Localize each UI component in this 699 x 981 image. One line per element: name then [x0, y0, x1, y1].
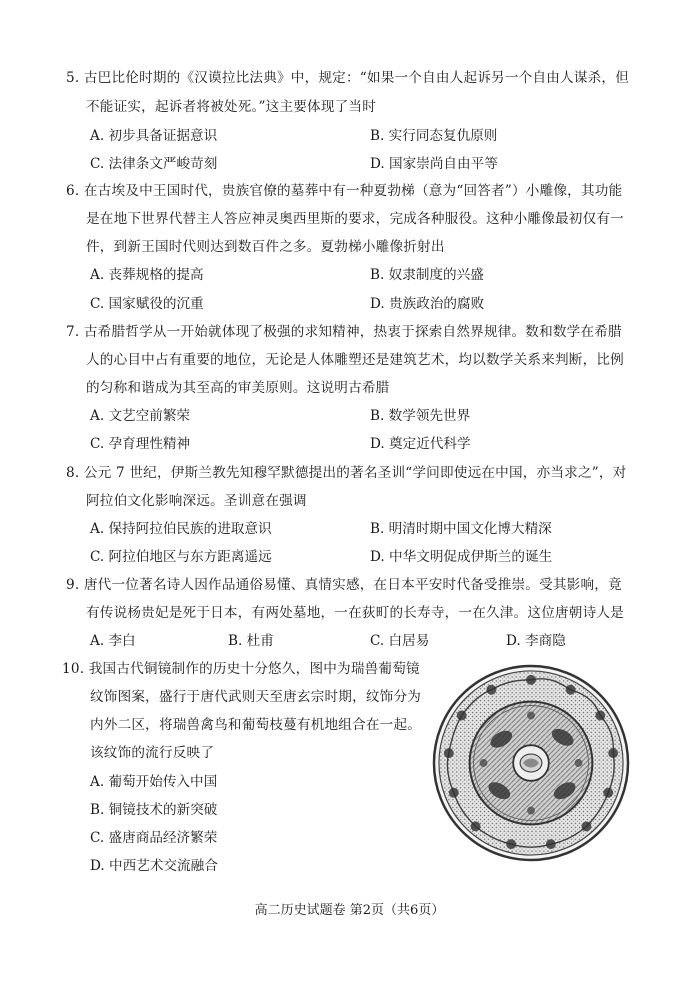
- q9-option-a: A. 李白: [90, 633, 136, 649]
- q8-line1: 8. 公元 7 世纪，伊斯兰教先知穆罕默德提出的著名圣训“学问即使远在中国，亦当求之”，对: [66, 465, 627, 481]
- q9-option-b: B. 杜甫: [228, 633, 274, 649]
- q9-option-c: C. 白居易: [370, 633, 430, 649]
- q9-line1: 9. 唐代一位著名诗人因作品通俗易懂、真情实感，在日本平安时代备受推崇。受其影响，竟: [66, 577, 622, 593]
- q10-option-d: D. 中西艺术交流融合: [90, 858, 218, 874]
- q10-option-b: B. 铜镜技术的新突破: [90, 802, 218, 818]
- q5-line2: 不能证实，起诉者将被处死。”这主要体现了当时: [86, 99, 377, 115]
- q8-option-d: D. 中华文明促成伊斯兰的诞生: [370, 549, 553, 565]
- q10-line4: 该纹饰的流行反映了: [90, 745, 215, 761]
- q10-line1: 10. 我国古代铜镜制作的历史十分悠久，图中为瑞兽葡萄镜: [62, 661, 420, 677]
- q7-option-a: A. 文艺空前繁荣: [90, 408, 191, 424]
- q9-line2: 有传说杨贵妃是死于日本，有两处墓地，一在荻町的长寿寺，一在久津。这位唐朝诗人是: [86, 605, 624, 621]
- q8-option-b: B. 明清时期中国文化博大精深: [370, 521, 552, 537]
- q9-option-d: D. 李商隐: [506, 633, 566, 649]
- q10-option-a: A. 葡萄开始传入中国: [90, 774, 218, 790]
- q5-line1: 5. 古巴比伦时期的《汉谟拉比法典》中，规定：“如果一个自由人起诉另一个自由人谋杀，但: [66, 70, 629, 86]
- page-footer: 高二历史试题卷 第2页（共6页）: [254, 903, 445, 918]
- q6-option-b: B. 奴隶制度的兴盛: [370, 267, 484, 283]
- q6-option-d: D. 贵族政治的腐败: [370, 296, 485, 312]
- q7-line3: 的匀称和谐成为其至高的审美原则。这说明古希腊: [86, 380, 390, 396]
- q5-option-c: C. 法律条文严峻苛刻: [90, 156, 218, 172]
- q5-option-a: A. 初步具备证据意识: [90, 128, 218, 144]
- q7-option-c: C. 孕育理性精神: [90, 436, 191, 452]
- q5-option-b: B. 实行同态复仇原则: [370, 128, 498, 144]
- q5-option-d: D. 国家崇尚自由平等: [370, 156, 498, 172]
- q6-option-a: A. 丧葬规格的提高: [90, 267, 204, 283]
- q8-option-a: A. 保持阿拉伯民族的进取意识: [90, 521, 272, 537]
- q8-line2: 阿拉伯文化影响深远。圣训意在强调: [86, 493, 307, 509]
- q7-option-d: D. 奠定近代科学: [370, 436, 471, 452]
- q6-line2: 是在地下世界代替主人答应神灵奥西里斯的要求，完成各种服役。这种小雕像最初仅有一: [86, 211, 624, 227]
- q7-line1: 7. 古希腊哲学从一开始就体现了极强的求知精神，热衷于探索自然界规律。数和数学在希腊: [66, 324, 622, 340]
- q6-line1: 6. 在古埃及中王国时代，贵族官僚的墓葬中有一种夏勃梯（意为“回答者”）小雕像，其功能: [66, 183, 623, 199]
- q7-option-b: B. 数学领先世界: [370, 408, 471, 424]
- q6-line3: 件，到新王国时代则达到数百件之多。夏勃梯小雕像折射出: [86, 239, 445, 255]
- q6-option-c: C. 国家赋役的沉重: [90, 296, 204, 312]
- q10-line2: 纹饰图案，盛行于唐代武则天至唐玄宗时期，纹饰分为: [90, 689, 422, 705]
- q8-option-c: C. 阿拉伯地区与东方距离遥远: [90, 549, 272, 565]
- q7-line2: 人的心目中占有重要的地位，无论是人体雕塑还是建筑艺术，均以数学关系来判断，比例: [86, 352, 624, 368]
- bronze-mirror-image: [432, 664, 630, 862]
- q10-option-c: C. 盛唐商品经济繁荣: [90, 830, 218, 846]
- q10-line3: 内外二区，将瑞兽禽鸟和葡萄枝蔓有机地组合在一起。: [90, 717, 422, 733]
